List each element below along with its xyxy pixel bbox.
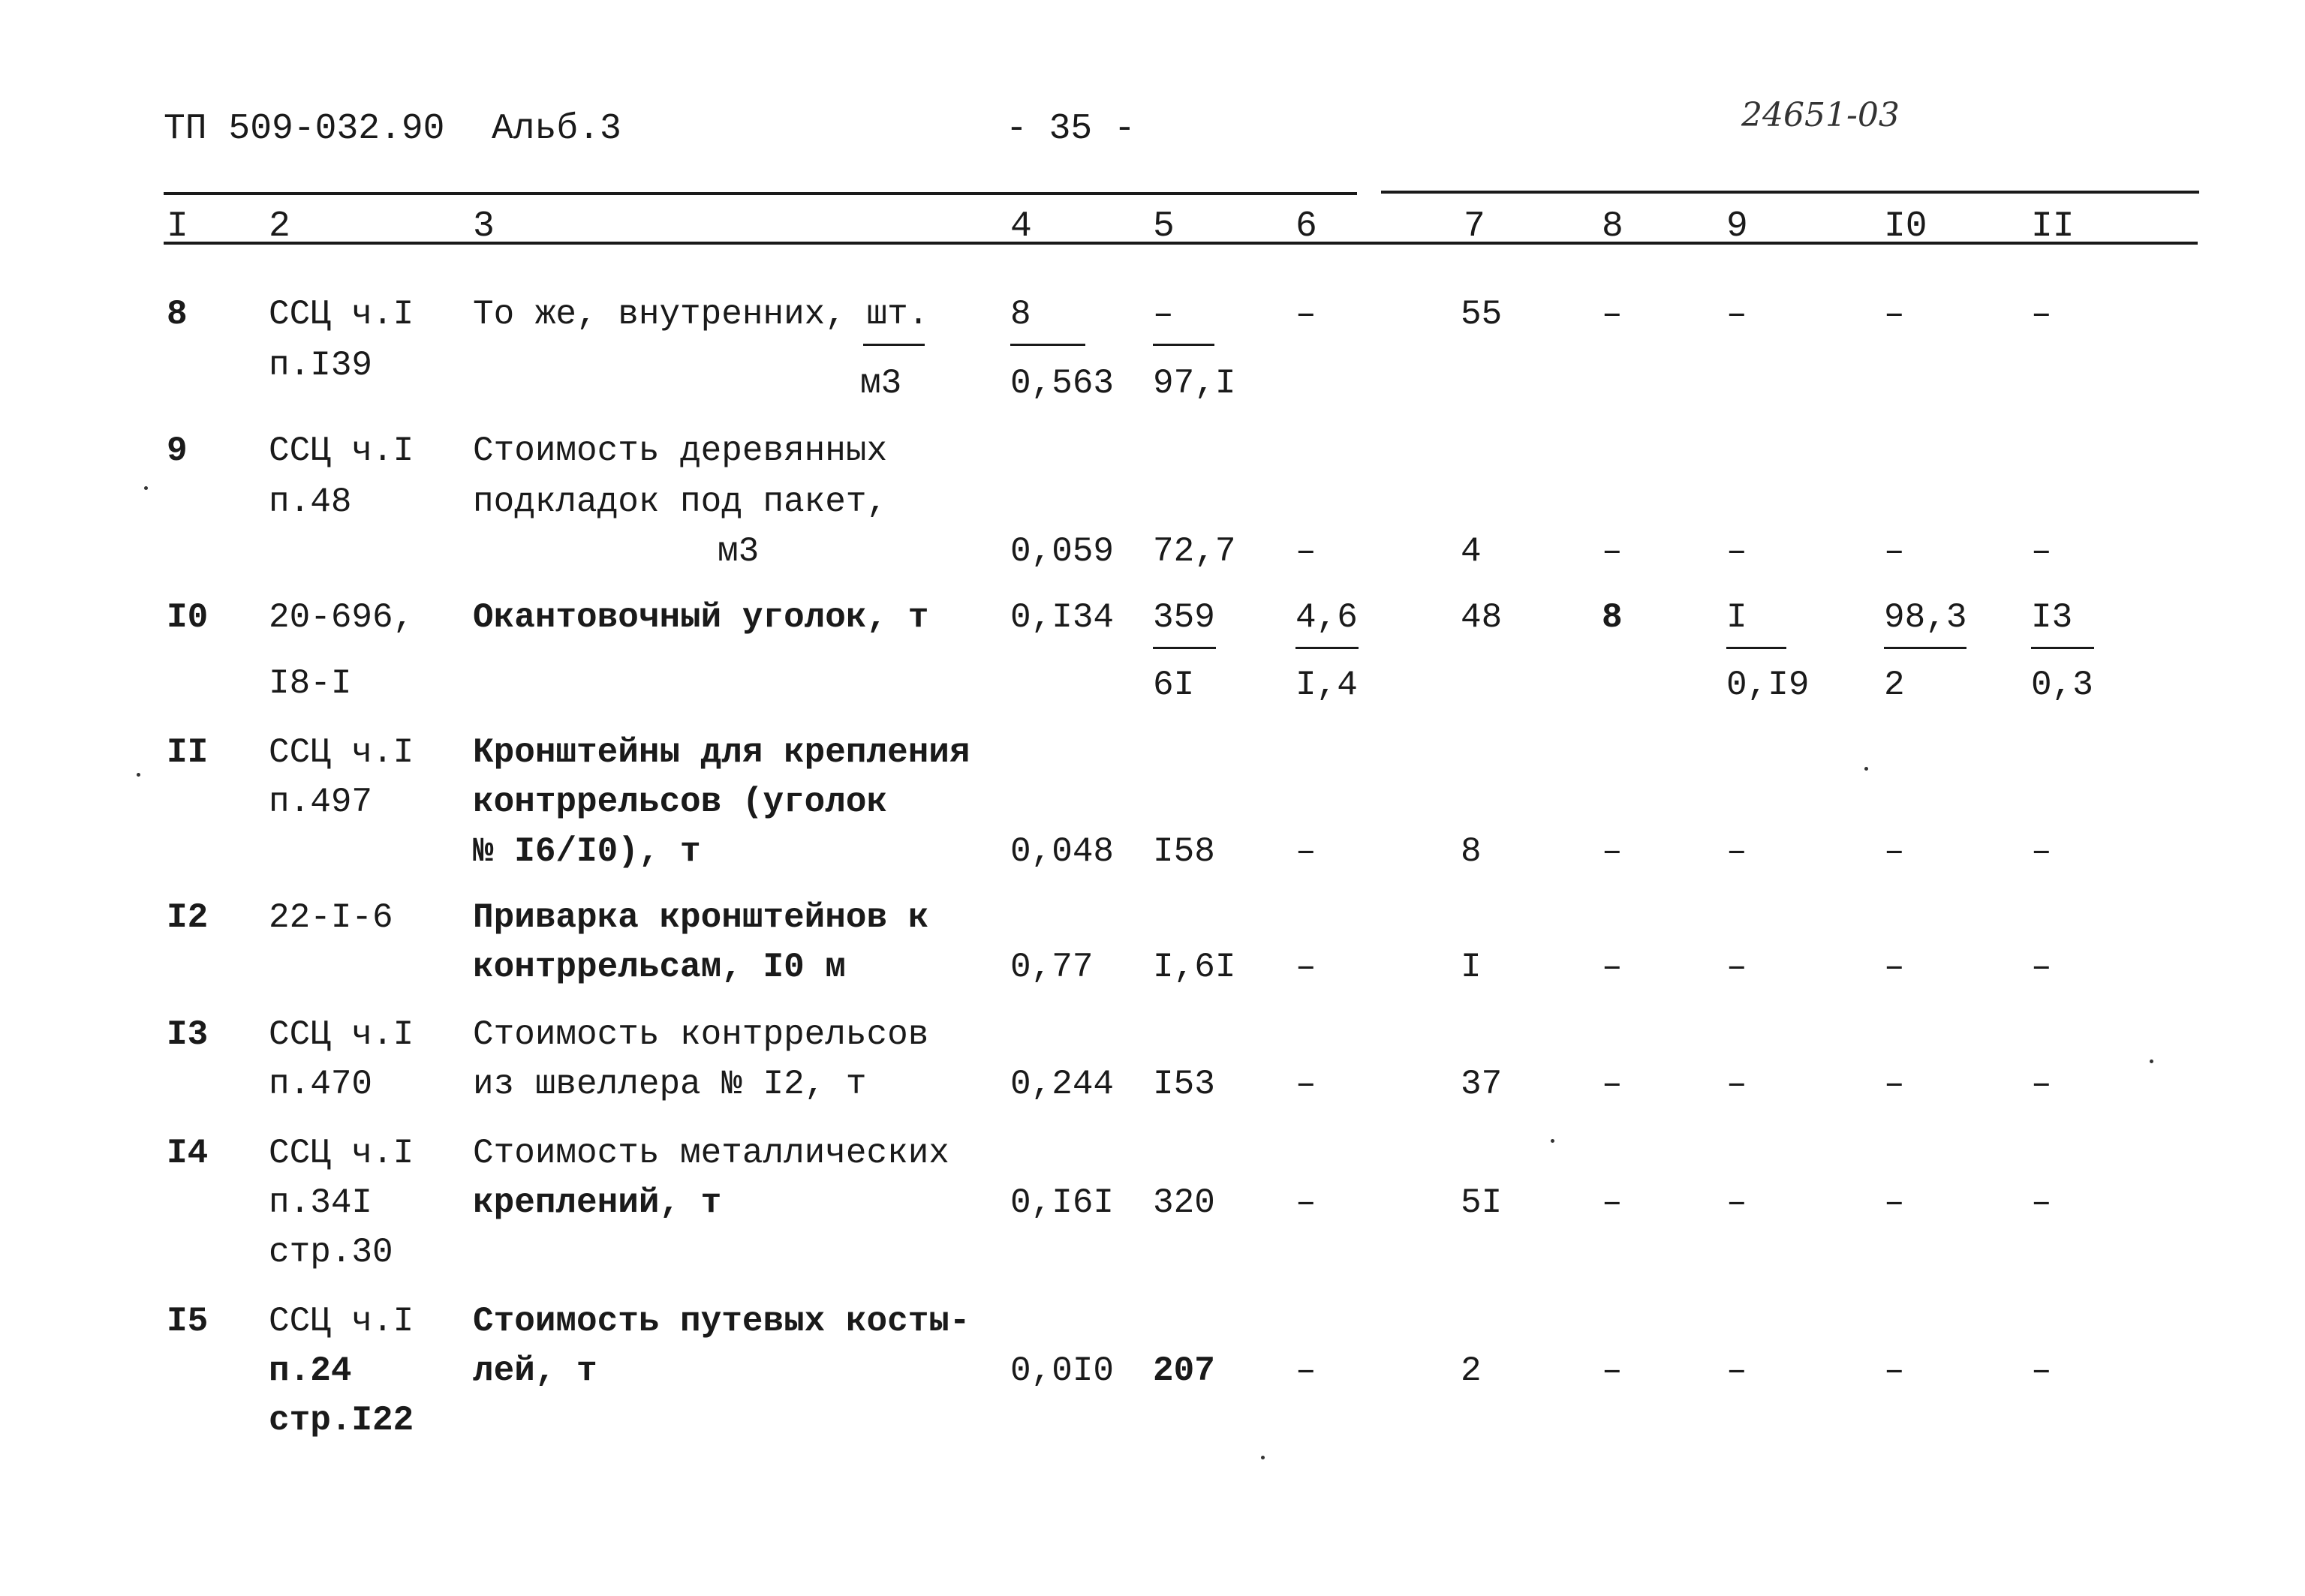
- row-description: № I6/I0), т: [473, 832, 701, 871]
- column-number-6: 6: [1295, 206, 1317, 247]
- col5-value: 97,I: [1153, 364, 1236, 403]
- col10-value: –: [1884, 948, 1905, 987]
- document-code: ТП 509-032.90: [164, 109, 445, 149]
- row-reference: 20-696,: [269, 598, 414, 637]
- scan-speck: [1551, 1139, 1554, 1143]
- col6-value: 4,6: [1295, 598, 1358, 637]
- quantity-value: 0,244: [1010, 1065, 1115, 1104]
- col9-value: –: [1726, 832, 1747, 871]
- row-number: I2: [167, 898, 209, 937]
- quantity-value: 0,I6I: [1010, 1183, 1115, 1222]
- column-number-10: I0: [1884, 206, 1927, 247]
- fraction-bar: [2031, 647, 2094, 649]
- quantity-value: 0,059: [1010, 532, 1115, 571]
- col5-value: –: [1153, 295, 1174, 334]
- row-description: лей, т: [473, 1351, 597, 1390]
- col5-value: 320: [1153, 1183, 1215, 1222]
- col10-value: –: [1884, 1065, 1905, 1104]
- row-reference: стр.I22: [269, 1401, 414, 1440]
- col8-value: –: [1602, 295, 1623, 334]
- col6-value: I,4: [1295, 666, 1358, 705]
- col9-value: –: [1726, 1351, 1747, 1390]
- row-reference: I8-I: [269, 664, 352, 703]
- col7-value: I: [1461, 948, 1482, 987]
- row-reference: 22-I-6: [269, 898, 393, 937]
- col5-value: 359: [1153, 598, 1215, 637]
- row-reference: п.470: [269, 1065, 373, 1104]
- row-description: подкладок под пакет,: [473, 482, 888, 521]
- row-reference: п.24: [269, 1351, 352, 1390]
- row-reference: стр.30: [269, 1233, 393, 1272]
- row-number: I5: [167, 1302, 209, 1341]
- row-reference: ССЦ ч.I: [269, 1134, 414, 1173]
- col6-value: –: [1295, 832, 1316, 871]
- col10-value: –: [1884, 532, 1905, 571]
- fraction-bar: [1726, 647, 1786, 649]
- col11-value: I3: [2031, 598, 2073, 637]
- col7-value: 55: [1461, 295, 1503, 334]
- row-number: 8: [167, 295, 188, 334]
- col7-value: 2: [1461, 1351, 1482, 1390]
- row-reference: п.I39: [269, 346, 373, 385]
- col8-value: –: [1602, 532, 1623, 571]
- column-number-9: 9: [1726, 206, 1748, 247]
- fraction-bar: [1295, 647, 1359, 649]
- col6-value: –: [1295, 1351, 1316, 1390]
- row-reference: ССЦ ч.I: [269, 295, 414, 334]
- col11-value: 0,3: [2031, 666, 2093, 705]
- col5-value: I58: [1153, 832, 1215, 871]
- col6-value: –: [1295, 948, 1316, 987]
- page-number: - 35 -: [1006, 109, 1136, 149]
- row-reference: п.48: [269, 482, 352, 521]
- scan-speck: [137, 773, 140, 777]
- row-description: контррельсам, I0 м: [473, 948, 846, 987]
- col9-value: 0,I9: [1726, 666, 1810, 705]
- col9-value: –: [1726, 532, 1747, 571]
- col11-value: –: [2031, 532, 2052, 571]
- row-reference: ССЦ ч.I: [269, 1302, 414, 1341]
- row-description: Приварка кронштейнов к: [473, 898, 929, 937]
- col9-value: –: [1726, 948, 1747, 987]
- row-reference: ССЦ ч.I: [269, 1015, 414, 1054]
- col10-value: –: [1884, 295, 1905, 334]
- column-number-5: 5: [1153, 206, 1175, 247]
- scan-speck: [144, 486, 148, 490]
- row-description: Кронштейны для крепления: [473, 733, 970, 772]
- col7-value: 37: [1461, 1065, 1503, 1104]
- col10-value: –: [1884, 1183, 1905, 1222]
- scan-speck: [1261, 1456, 1265, 1459]
- col7-value: 48: [1461, 598, 1503, 637]
- col5-value: 207: [1153, 1351, 1215, 1390]
- scan-speck: [2150, 1059, 2153, 1063]
- col10-value: 98,3: [1884, 598, 1967, 637]
- row-number: I4: [167, 1134, 209, 1173]
- column-number-4: 4: [1010, 206, 1032, 247]
- row-unit: м3: [860, 364, 902, 403]
- col9-value: I: [1726, 598, 1747, 637]
- row-description: Стоимость путевых косты-: [473, 1302, 970, 1341]
- col6-value: –: [1295, 532, 1316, 571]
- col11-value: –: [2031, 1351, 2052, 1390]
- row-description: из швеллера № I2, т: [473, 1065, 867, 1104]
- col6-value: –: [1295, 1065, 1316, 1104]
- col5-value: 72,7: [1153, 532, 1236, 571]
- col11-value: –: [2031, 948, 2052, 987]
- quantity-value: 0,563: [1010, 364, 1115, 403]
- column-number-8: 8: [1602, 206, 1623, 247]
- col8-value: –: [1602, 948, 1623, 987]
- row-unit: м3: [718, 532, 760, 571]
- column-number-2: 2: [269, 206, 290, 247]
- col7-value: 8: [1461, 832, 1482, 871]
- col9-value: –: [1726, 1065, 1747, 1104]
- fraction-bar: [1153, 647, 1216, 649]
- quantity-value: 0,77: [1010, 948, 1094, 987]
- col9-value: –: [1726, 1183, 1747, 1222]
- quantity-value: 8: [1010, 295, 1031, 334]
- row-reference: п.34I: [269, 1183, 373, 1222]
- col11-value: –: [2031, 295, 2052, 334]
- col9-value: –: [1726, 295, 1747, 334]
- col6-value: –: [1295, 295, 1316, 334]
- col5-value: I53: [1153, 1065, 1215, 1104]
- col8-value: –: [1602, 1183, 1623, 1222]
- col6-value: –: [1295, 1183, 1316, 1222]
- row-number: I3: [167, 1015, 209, 1054]
- col10-value: –: [1884, 1351, 1905, 1390]
- col5-value: 6I: [1153, 666, 1195, 705]
- col5-value: I,6I: [1153, 948, 1236, 987]
- col11-value: –: [2031, 832, 2052, 871]
- row-reference: ССЦ ч.I: [269, 733, 414, 772]
- col11-value: –: [2031, 1065, 2052, 1104]
- header-rule-right: [1381, 191, 2199, 194]
- col11-value: –: [2031, 1183, 2052, 1222]
- row-description: Стоимость контррельсов: [473, 1015, 929, 1054]
- col7-value: 4: [1461, 532, 1482, 571]
- album-label: Альб.3: [492, 109, 621, 149]
- row-reference: ССЦ ч.I: [269, 431, 414, 470]
- inventory-stamp: 24651-03: [1741, 96, 1900, 134]
- row-description: креплений, т: [473, 1183, 722, 1222]
- fraction-bar: [1153, 344, 1214, 346]
- fraction-bar: [1884, 647, 1966, 649]
- column-number-7: 7: [1464, 206, 1485, 247]
- unit-fraction-bar: [863, 344, 925, 346]
- col8-value: –: [1602, 1065, 1623, 1104]
- row-description: Стоимость металлических: [473, 1134, 949, 1173]
- col8-value: –: [1602, 832, 1623, 871]
- fraction-bar: [1010, 344, 1085, 346]
- row-number: II: [167, 733, 209, 772]
- column-number-3: 3: [473, 206, 495, 247]
- col8-value: –: [1602, 1351, 1623, 1390]
- col10-value: –: [1884, 832, 1905, 871]
- row-description: Окантовочный уголок, т: [473, 598, 929, 637]
- col10-value: 2: [1884, 666, 1905, 705]
- header-rule-left: [164, 192, 1357, 195]
- quantity-value: 0,I34: [1010, 598, 1115, 637]
- quantity-value: 0,048: [1010, 832, 1115, 871]
- row-description: контррельсов (уголок: [473, 783, 888, 822]
- row-description: То же, внутренних, шт.: [473, 295, 929, 334]
- quantity-value: 0,0I0: [1010, 1351, 1115, 1390]
- scan-speck: [1864, 767, 1868, 771]
- column-number-11: II: [2031, 206, 2075, 247]
- col8-value: 8: [1602, 598, 1623, 637]
- row-reference: п.497: [269, 783, 373, 822]
- row-description: Стоимость деревянных: [473, 431, 888, 470]
- column-number-1: I: [167, 206, 188, 247]
- col7-value: 5I: [1461, 1183, 1503, 1222]
- row-number: 9: [167, 431, 188, 470]
- row-number: I0: [167, 598, 209, 637]
